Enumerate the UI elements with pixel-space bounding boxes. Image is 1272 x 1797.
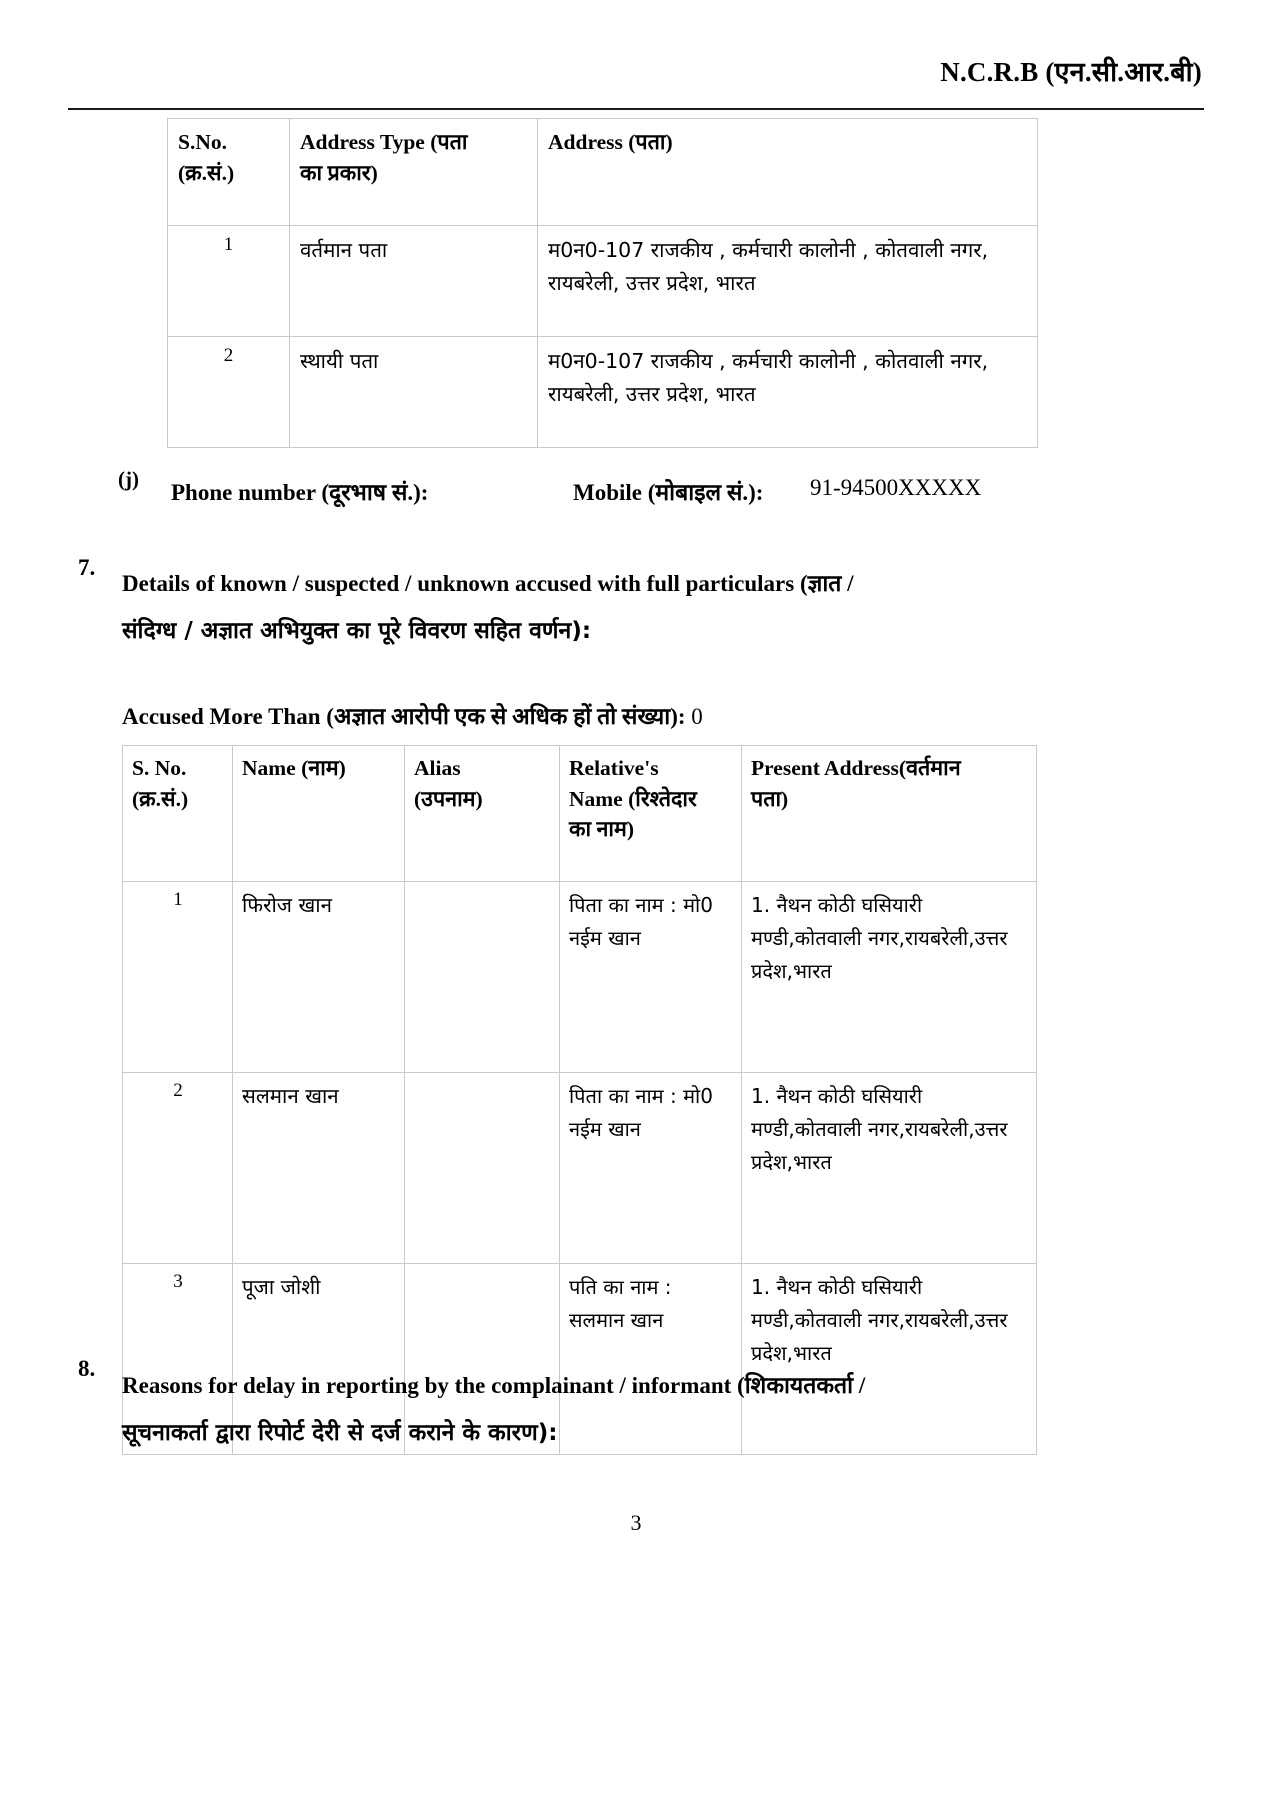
- accused-row-sno: 3: [123, 1264, 233, 1455]
- accused-row-present-address: 1. नैथन कोठी घसियारी मण्डी,कोतवाली नगर,रायबरेली,उत्तर प्रदेश,भारत: [751, 1275, 1008, 1365]
- mobile-number-label: Mobile (मोबाइल सं.):: [573, 480, 764, 505]
- header-divider: [68, 108, 1204, 110]
- table-row: [168, 337, 1038, 448]
- column-header-present-address-hi: पता): [751, 786, 789, 811]
- column-header-sno-en: S.No.: [178, 130, 227, 154]
- accused-row-relative-name: पिता का नाम : मो0 नईम खान: [569, 893, 713, 950]
- column-header-alias-en: Alias: [414, 756, 461, 780]
- address-row-type: वर्तमान पता: [300, 238, 388, 262]
- column-header-present-address: [742, 746, 1037, 882]
- column-header-accused-sno: [123, 746, 233, 882]
- accused-row-present-address: 1. नैथन कोठी घसियारी मण्डी,कोतवाली नगर,रायबरेली,उत्तर प्रदेश,भारत: [751, 1084, 1008, 1174]
- column-header-alias: [405, 746, 560, 882]
- accused-row-sno: 2: [123, 1073, 233, 1264]
- section-8-heading-line2: सूचनाकर्ता द्वारा रिपोर्ट देरी से दर्ज कराने के कारण):: [122, 1420, 558, 1446]
- column-header-sno-hi: (क्र.सं.): [178, 160, 235, 185]
- address-row-type-cell: [290, 337, 538, 448]
- address-table-container: [167, 118, 1038, 448]
- column-header-name: [233, 746, 405, 882]
- column-header-relative-hi: Name (रिश्तेदार: [569, 786, 697, 811]
- phone-number-label: Phone number (दूरभाष सं.):: [171, 480, 429, 505]
- column-header-relative-name: [560, 746, 742, 882]
- section-8-number: 8.: [78, 1356, 96, 1381]
- section-7-number: 7.: [78, 555, 96, 580]
- accused-more-than-label: Accused More Than (अज्ञात आरोपी एक से अधिक हों तो संख्या):: [122, 704, 686, 729]
- accused-row-name: पूजा जोशी: [242, 1275, 321, 1299]
- column-header-address-type-en: Address Type (पता: [300, 130, 468, 154]
- page-header-title: N.C.R.B (एन.सी.आर.बी): [940, 57, 1202, 87]
- list-marker-j: (j): [118, 467, 139, 491]
- table-header-row: [123, 746, 1037, 882]
- accused-row-address-cell: [742, 1073, 1037, 1264]
- address-row-address-cell: [538, 337, 1038, 448]
- section-8-heading-line1: Reasons for delay in reporting by the complainant / informant (शिकायतकर्ता /: [122, 1373, 866, 1398]
- column-header-sno: [168, 119, 290, 226]
- address-row-sno: 2: [168, 337, 290, 448]
- table-row: [123, 882, 1037, 1073]
- accused-more-than-row: [122, 699, 1082, 731]
- address-row-type-cell: [290, 226, 538, 337]
- address-row-address: म0न0-107 राजकीय , कर्मचारी कालोनी , कोतवाली नगर, रायबरेली, उत्तर प्रदेश, भारत: [548, 238, 989, 296]
- table-header-row: [168, 119, 1038, 226]
- accused-table-container: [122, 745, 1037, 1455]
- column-header-name-label: Name (नाम): [242, 756, 346, 780]
- section-7-heading-line2: संदिग्ध / अज्ञात अभियुक्त का पूरे विवरण सहित वर्णन):: [122, 618, 592, 644]
- accused-row-relative-cell: [560, 882, 742, 1073]
- address-table: [167, 118, 1038, 448]
- accused-row-name-cell: [233, 882, 405, 1073]
- accused-row-alias-cell: [405, 1073, 560, 1264]
- column-header-relative-en: Relative's: [569, 756, 659, 780]
- column-header-accused-sno-hi: (क्र.सं.): [132, 786, 189, 811]
- column-header-present-address-en: Present Address(वर्तमान: [751, 756, 961, 780]
- address-row-type: स्थायी पता: [300, 349, 379, 373]
- section-7-heading-line1: Details of known / suspected / unknown accused with full particulars (ज्ञात /: [122, 571, 854, 596]
- column-header-relative-hi2: का नाम): [569, 817, 634, 842]
- column-header-address-type-hi: का प्रकार): [300, 160, 378, 185]
- accused-row-name: फिरोज खान: [242, 893, 332, 917]
- accused-row-relative-name: पिता का नाम : मो0 नईम खान: [569, 1084, 713, 1141]
- accused-row-relative-name: पति का नाम : सलमान खान: [569, 1275, 672, 1332]
- mobile-number-value: 91-94500XXXXX: [810, 475, 982, 500]
- table-row: [168, 226, 1038, 337]
- page-number: 3: [630, 1510, 642, 1535]
- address-row-address: म0न0-107 राजकीय , कर्मचारी कालोनी , कोतवाली नगर, रायबरेली, उत्तर प्रदेश, भारत: [548, 349, 989, 407]
- accused-row-address-cell: [742, 882, 1037, 1073]
- column-header-address-type: [290, 119, 538, 226]
- column-header-accused-sno-en: S. No.: [132, 756, 187, 780]
- table-row: [123, 1073, 1037, 1264]
- accused-row-name: सलमान खान: [242, 1084, 339, 1108]
- column-header-alias-hi: (उपनाम): [414, 786, 483, 811]
- accused-row-sno: 1: [123, 882, 233, 1073]
- column-header-address: [538, 119, 1038, 226]
- accused-row-relative-cell: [560, 1073, 742, 1264]
- address-row-sno: 1: [168, 226, 290, 337]
- column-header-address-en: Address (पता): [548, 130, 673, 154]
- accused-row-alias-cell: [405, 882, 560, 1073]
- accused-more-than-value: 0: [691, 704, 703, 729]
- accused-table: [122, 745, 1037, 1455]
- accused-row-present-address: 1. नैथन कोठी घसियारी मण्डी,कोतवाली नगर,रायबरेली,उत्तर प्रदेश,भारत: [751, 893, 1008, 983]
- address-row-address-cell: [538, 226, 1038, 337]
- accused-row-name-cell: [233, 1073, 405, 1264]
